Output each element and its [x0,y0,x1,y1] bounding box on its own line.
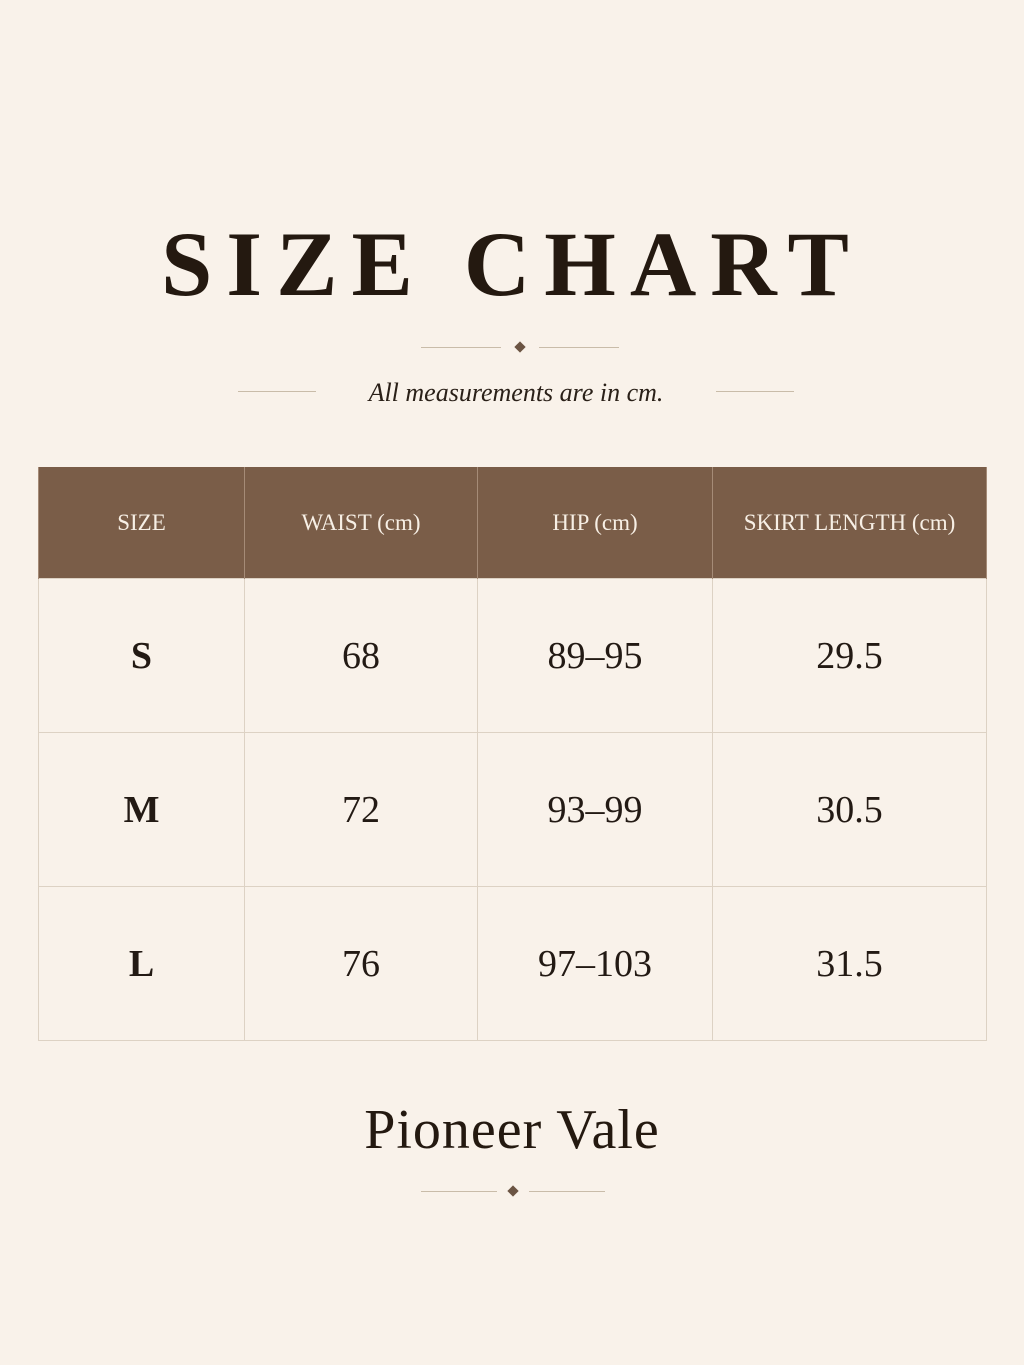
header-skirt-length: SKIRT LENGTH (cm) [713,467,987,579]
hip-cell: 93–99 [478,733,713,887]
skirt-length-cell: 30.5 [713,733,987,887]
measurement-note: All measurements are in cm. [368,378,664,407]
brand-name: Pioneer Vale [364,1099,660,1161]
size-cell: M [39,733,245,887]
skirt-length-cell: 29.5 [713,579,987,733]
subtitle-row [238,378,794,412]
header-size: SIZE [39,467,245,579]
size-table [38,467,987,1041]
table-row [39,887,987,1041]
header-waist: WAIST (cm) [245,467,478,579]
skirt-length-cell: 31.5 [713,887,987,1041]
table-row [39,733,987,887]
size-cell: L [39,887,245,1041]
header-hip: HIP (cm) [478,467,713,579]
diamond-icon [514,341,525,352]
waist-cell: 68 [245,579,478,733]
waist-cell: 72 [245,733,478,887]
table-header-row [39,467,987,579]
table-row [39,579,987,733]
size-cell: S [39,579,245,733]
subtitle-right-rule [716,391,794,392]
diamond-icon [507,1185,518,1196]
waist-cell: 76 [245,887,478,1041]
page-title: SIZE CHART [161,213,863,315]
hip-cell: 89–95 [478,579,713,733]
hip-cell: 97–103 [478,887,713,1041]
title-divider [421,340,619,356]
brand-divider [421,1184,605,1200]
